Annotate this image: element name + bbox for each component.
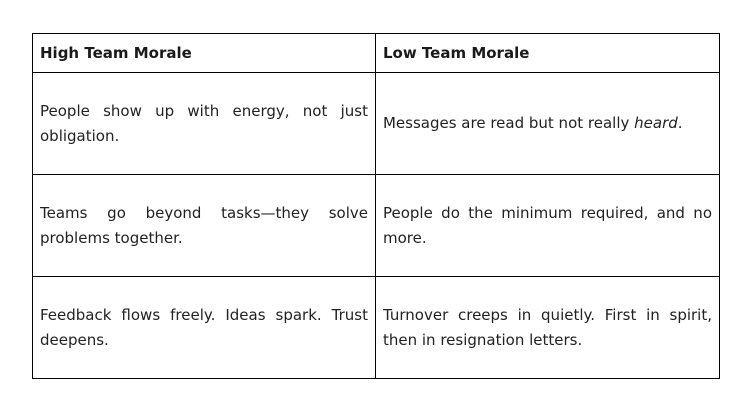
low-morale-cell: [375, 73, 719, 175]
low-morale-cell: [375, 175, 719, 277]
high-morale-cell: Feedback flows freely. Ideas spark. Trust deepens.: [33, 277, 376, 379]
header-high-team-morale: High Team Morale: [33, 34, 376, 73]
high-morale-cell: Teams go beyond tasks—they solve problems together.: [33, 175, 376, 277]
table-row: [33, 73, 720, 175]
low-morale-text: Turnover creeps in quietly. First in spirit, then in resignation letters.: [382, 305, 712, 349]
table-row: [33, 277, 720, 379]
low-morale-text: People do the minimum required, and no more.: [382, 203, 712, 247]
low-morale-emphasis: heard: [634, 114, 678, 132]
low-morale-text-suffix: .: [677, 114, 683, 132]
morale-comparison-table: [32, 33, 720, 379]
table-row: [33, 175, 720, 277]
low-morale-text: Messages are read but not really: [382, 114, 635, 132]
low-morale-cell: [375, 277, 719, 379]
table-header-row: [33, 34, 720, 73]
header-low-team-morale: Low Team Morale: [375, 34, 719, 73]
high-morale-cell: People show up with energy, not just obligation.: [33, 73, 376, 175]
